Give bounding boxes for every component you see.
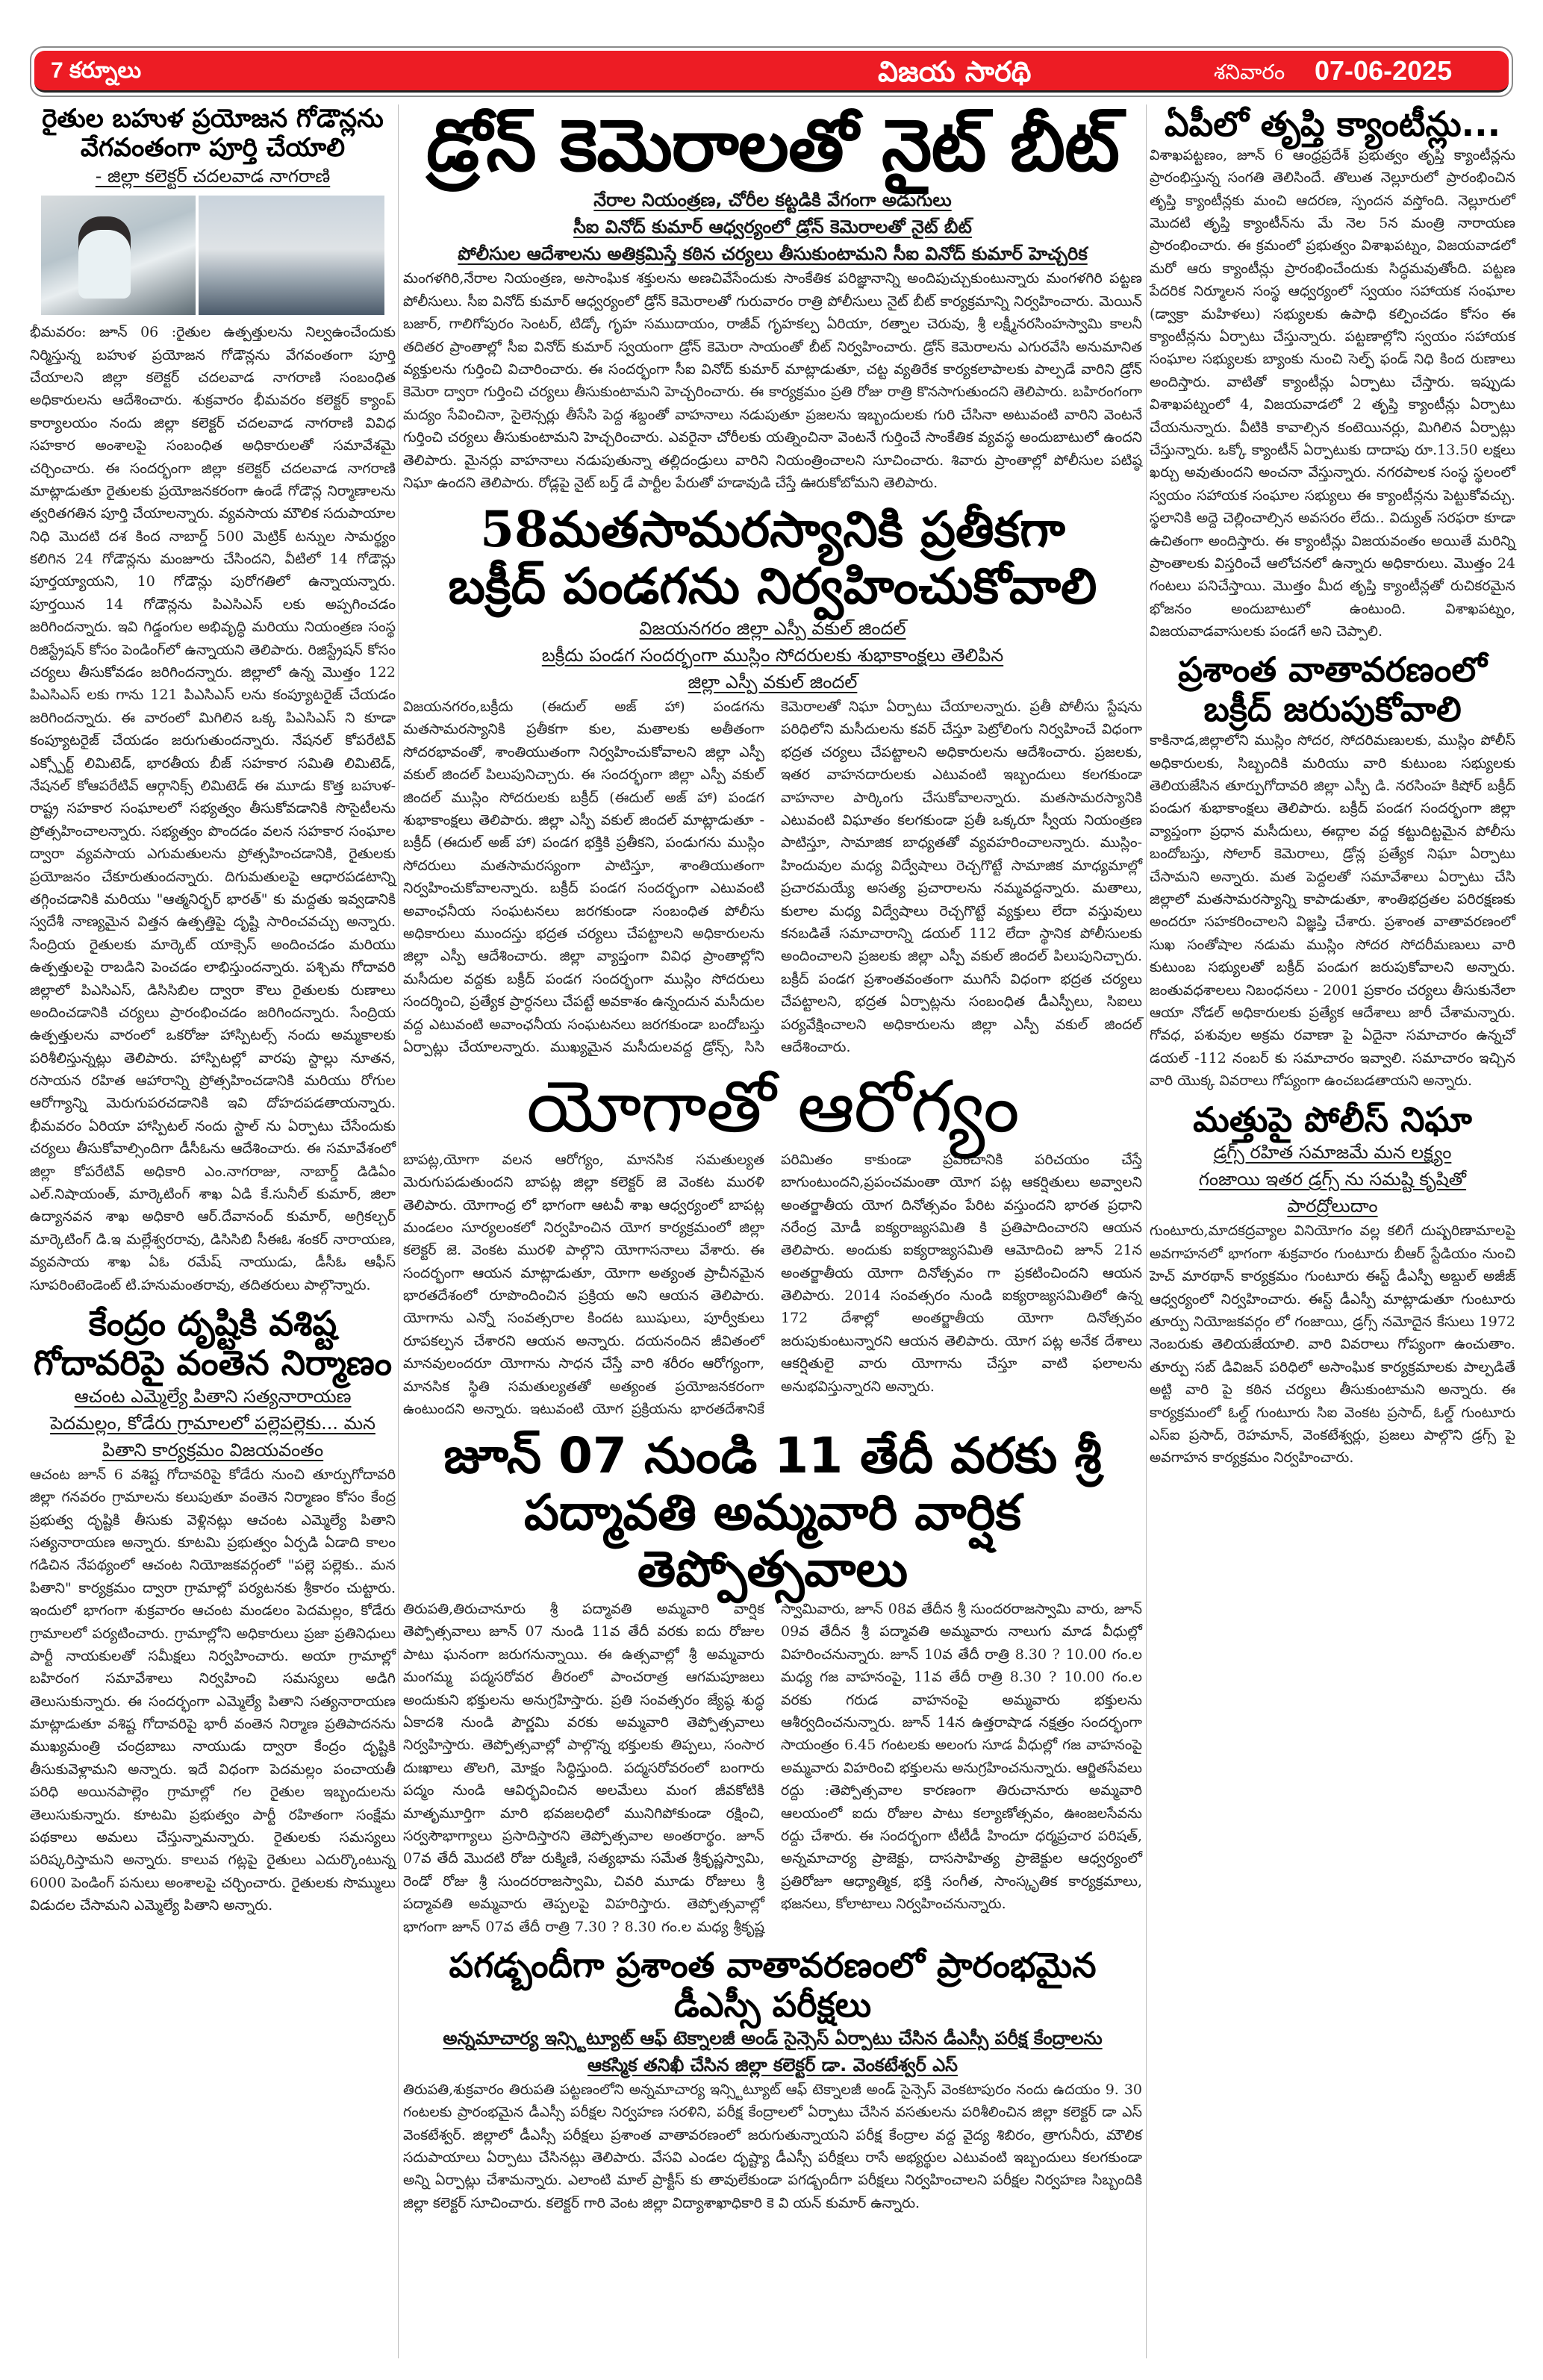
photo-collector: [41, 196, 196, 315]
column-divider: [1146, 104, 1147, 2358]
article-padmavathi: [403, 1428, 1142, 1938]
article-trupti-canteens: [1150, 104, 1515, 643]
article-yoga: [403, 1066, 1142, 1420]
subheadline: ఆచంట ఎమ్మెల్యే పితాని సత్యనారాయణ: [74, 1385, 352, 1407]
news-photo: [41, 196, 384, 315]
article-body: తిరుపతి,తిరుచానూరు శ్రీ పద్మావతి అమ్మవారి వార్షిక తెప్పోత్సవాలు జూన్ 07 నుండి 11వ తేదీ వరకు ఐదు రోజుల పాటు ఘనంగా జరుగనున్నాయి. ఈ ఉత్సవాల్లో శ్రీ అమ్మవారు మంగమ్మ పద్మసరోవర తీరంలో పాంచరాత్ర ఆగమపూజలు అందుకుని భక్తులను అనుగ్రహిస్తారు. ప్రతి సంవత్సరం జ్యేష్ఠ శుద్ధ ఏకాదశి నుండి పౌర్ణమి వరకు అమ్మవారి తెప్పోత్సవాలు నిర్వహిస్తారు. తెప్పోత్సవాల్లో పాల్గొన్న భక్తులకు తిప్పలు, సంసార దుఃఖాలు తొలగి, మోక్షం సిద్ధిస్తుంది. పద్మసరోవరంలో బంగారు పద్మం నుండి ఆవిర్భవించిన అలమేలు మంగ జీవకోటికి మాతృమూర్తిగా మారి భవజలధిలో మునిగిపోకుండా రక్షించి, సర్వసౌభాగ్యాలు ప్రసాదిస్తారని తెప్పోత్సవాల అంతరార్థం. జూన్ 07వ తేదీ మొదటి రోజు రుక్మిణి, సత్యభామ సమేత శ్రీకృష్ణస్వామి, రెండో రోజు శ్రీ సుందరరాజస్వామి, చివరి మూడు రోజులు శ్రీ పద్మావతి అమ్మవారు తెప్పలపై విహరిస్తారు. తెప్పోత్సవాల్లో భాగంగా జూన్ 07వ తేదీ రాత్రి 7.30 ? 8.30 గం.ల మధ్య శ్రీకృష్ణ స్వామివారు, జూన్ 08వ తేదీన శ్రీ సుందరరాజస్వామి వారు, జూన్ 09వ తేదీన శ్రీ పద్మావతి అమ్మవారు నాలుగు మాడ వీధుల్లో విహరించనున్నారు. జూన్ 10వ తేదీ రాత్రి 8.30 ? 10.00 గం.ల మధ్య గజ వాహనంపై, 11వ తేదీ రాత్రి 8.30 ? 10.00 గం.ల వరకు గరుడ వాహనంపై అమ్మవారు భక్తులను ఆశీర్వదించనున్నారు. జూన్ 14న ఉత్తరాషాడ నక్షత్రం సందర్భంగా సాయంత్రం 6.45 గంటలకు అలంగు సూడ వీధుల్లో గజ వాహనంపై అమ్మవారు విహరించి భక్తులను అనుగ్రహించనున్నారు. ఆర్జితసేవలు రద్దు :తెప్పోత్సవాల కారణంగా తిరుచానూరు అమ్మవారి ఆలయంలో ఐదు రోజుల పాటు కల్యాణోత్సవం, ఊంజలసేవను రద్దు చేశారు. ఈ సందర్భంగా టీటీడీ హిందూ ధర్మప్రచార పరిషత్, అన్నమాచార్య ప్రాజెక్టు, దాససాహిత్య ప్రాజెక్టుల ఆధ్వర్యంలో ప్రతిరోజూ ఆధ్యాత్మిక, భక్తి సంగీత, సాంస్కృతిక కార్యక్రమాలు, భజనలు, కోలాటాలు నిర్వహించనున్నారు.: [403, 1601, 1142, 1935]
headline-line: గోదావరిపై వంతెన నిర్మాణం: [33, 1342, 393, 1383]
article-body: తిరుపతి,శుక్రవారం తిరుపతి పట్టణంలోని అన్నమాచార్య ఇన్స్టిట్యూట్ ఆఫ్ టెక్నాలజీ అండ్ సైన్సెస్ వెంకటాపురం నందు ఉదయం 9. 30 గంటలకు ప్రారంభమైన డీఎస్సీ పరీక్షల నిర్వహణ సరళిని, పరీక్ష కేంద్రాలలో ఏర్పాటు చేసిన వసతులను పరిశీలించిన జిల్లా కలెక్టర్ డా ఎస్ వెంకటేశ్వర్. జిల్లాలో డీఎస్సీ పరీక్షలు ప్రశాంత వాతావరణంలో జరుగుతున్నాయని పరీక్ష కేంద్రాల వద్ద వైద్య శిబిరం, త్రాగునీరు, మౌలిక సదుపాయాలు ఏర్పాటు చేసినట్లు తెలిపారు. వేసవి ఎండల దృష్ట్యా డీఎస్సీ పరీక్షలు రాసే అభ్యర్థుల ఎటువంటి ఇబ్బందులు కలగకుండా అన్ని ఏర్పాట్లు చేశామన్నారు. ఎలాంటి మాల్ ప్రాక్టీస్ కు తావులేకుండా పగడ్బందీగా పరీక్షలు నిర్వహించాలని పరీక్షల నిర్వహణ సిబ్బందికి జిల్లా కలెక్టర్ సూచించారు. కలెక్టర్ గారి వెంట జిల్లా విద్యాశాఖాధికారి కె వి యన్ కుమార్ ఉన్నారు.: [403, 2081, 1142, 2211]
headline-line: కేంద్రం దృష్టికి వశిష్ట: [88, 1302, 337, 1343]
headline: యోగాతో ఆరోగ్యం: [526, 1065, 1019, 1149]
day-label: శనివారం: [1214, 60, 1285, 84]
headline-line: బక్రీద్ జరుపుకోవాలి: [1203, 689, 1462, 730]
article-body: కాకినాడ,జిల్లాలోని ముస్లిం సోదర, సోదరిమణులకు, ముస్లిం పోలీస్ అధికారులకు, సిబ్బందికి మరియు వారి కుటుంబ సభ్యులకు తెలియజేసిన తూర్పుగోదావరి జిల్లా ఎస్పీ డి. నరసింహ కిషోర్ బక్రీద్ పండుగ శుభాకాంక్షలు తెలిపారు. బక్రీద్ పండగ సందర్భంగా జిల్లా వ్యాప్తంగా ప్రధాన మసీదులు, ఈద్గాల వద్ద కట్టుదిట్టమైన పోలీసు బందోబస్తు, సోలార్ కెమెరాలు, డ్రోన్ల ప్రత్యేక నిఘా ఏర్పాటు చేసామని అన్నారు. మత పెద్దలతో సమావేశాలు ఏర్పాటు చేసి జిల్లాలో మతసామరస్యాన్ని కాపాడుతూ, శాంతిభద్రతల పరిరక్షణకు అందరూ సహకరించాలని విజ్ఞప్తి చేశారు. ప్రశాంత వాతావరణంలో సుఖ సంతోషాల నడుమ ముస్లిం సోదర సోదరీమణులు వారి కుటుంబ సభ్యులతో బక్రీద్ పండుగ జరుపుకోవాలని అన్నారు. జంతువధశాలలు నిబంధనలు - 2001 ప్రకారం చర్యలు తీసుకునేలా ఆయా నోడల్ అధికారులకు ప్రత్యేక ఆదేశాలు జారీ చేశామన్నారు. గోవధ, పశువుల అక్రమ రవాణా పై ఏదైనా సమాచారం ఉన్నచో డయల్ -112 నంబర్ కు సమాచారం ఇవ్వాలి. సమాచారం ఇచ్చిన వారి యొక్క వివరాలు గోప్యంగా ఉంచబడతాయని అన్నారు.: [1150, 732, 1515, 1090]
headline-line: రైతుల బహుళ ప్రయోజన గోడౌన్లను: [42, 104, 384, 134]
date-label: 07-06-2025: [1315, 55, 1453, 86]
article-bridge: [30, 1304, 396, 1917]
article-body: మంగళగిరి,నేరాల నియంత్రణ, అసాంఘిక శక్తులను అణచివేసేందుకు సాంకేతిక పరిజ్ఞానాన్ని అందిపుచ్చుకుంటున్నారు మంగళగిరి పట్టణ పోలీసులు. సీఐ వినోద్ కుమార్ ఆధ్వర్యంలో డ్రోన్ కెమెరాలతో గురువారం రాత్రి పోలీసులు నైట్ బీట్ కార్యక్రమాన్ని నిర్వహించారు. మెయిన్ బజార్, గాలిగోపురం సెంటర్, టిడ్కో గృహ సముదాయం, రాజీవ్ గృహకల్ప ఏరియా, రత్నాల చెరువు, శ్రీ లక్ష్మీనరసింహస్వామి కాలనీ తదితర ప్రాంతాల్లో సీఐ వినోద్ కుమార్ స్వయంగా డ్రోన్ కెమెరా సాయంతో బీట్ నిర్వహించారు. డ్రోన్ కెమెరాలను ఎగురవేసి అనుమానిత వ్యక్తులను గుర్తించి విచారించారు. ఈ సందర్భంగా సీఐ వినోద్ కుమార్ మాట్లాడుతూ, చట్ట వ్యతిరేక కార్యకలాపాలకు పాల్పడే వారిని డ్రోన్ కెమెరా ద్వారా గుర్తించి చర్యలు తీసుకుంటామని హెచ్చరించారు. ఈ కార్యక్రమం ప్రతి రోజు రాత్రి కొనసాగుతుందని తెలిపారు. బహిరంగంగా మద్యం సేవించినా, సైలెన్సర్లు తీసేసి పెద్ద శబ్దంతో వాహనాలు నడుపుతూ ప్రజలను ఇబ్బందులకు గురి చేసినా అటువంటి వారిని వెంటనే గుర్తించి చర్యలు తీసుకుంటామని హెచ్చరించారు. ఎవరైనా చోరీలకు యత్నించినా వెంటనే గుర్తించే సాంకేతిక వ్యవస్థ అందుబాటులో ఉందని తెలిపారు. మైనర్లు వాహనాలు నడుపుతున్నా తల్లిదండ్రులు వారిని నియంత్రించాలని సూచించారు. శివారు ప్రాంతాల్లో పోలీసుల పటిష్ఠ నిఘా ఉందని తెలిపారు. రోడ్లపై నైట్ బర్త్ డే పార్టీల పేరుతో హడావుడి చేస్తే ఊరుకోబోమని తెలిపారు.: [403, 270, 1142, 491]
right-column: [1150, 104, 1515, 1469]
article-godowns: [30, 104, 396, 1296]
subheadline: సీఐ వినోద్ కుమార్ ఆధ్వర్యంలో డ్రోన్ కెమెరాలతో నైట్ బీట్: [573, 216, 972, 238]
article-drugs-vigil: [1150, 1100, 1515, 1469]
headline: మత్తుపై పోలీస్ నిఘా: [1193, 1099, 1472, 1140]
subheadline: నేరాల నియంత్రణ, చోరీల కట్టడికి వేగంగా అడుగులు: [593, 190, 952, 211]
headline-line: ప్రశాంత వాతావరణంలో: [1178, 649, 1487, 690]
article-drone-night-beat: [403, 104, 1142, 494]
masthead: [30, 46, 1513, 97]
article-peaceful-bakrid: [1150, 650, 1515, 1092]
article-body: భీమవరం: జూన్ 06 :రైతుల ఉత్పత్తులను నిల్వఉంచేందుకు నిర్మిస్తున్న బహుళ ప్రయోజన గోడౌన్లను వేగవంతంగా పూర్తి చేయాలని జిల్లా కలెక్టర్ చదలవాడ నాగరాణి సంబంధిత అధికారులను ఆదేశించారు. శుక్రవారం భీమవరం కలెక్టర్ క్యాంప్ కార్యాలయం నందు జిల్లా కలెక్టర్ చదలవాడ నాగరాణి వివిధ సహకార అంశాలపై సంబంధిత అధికారులతో సమావేశమై చర్చించారు. ఈ సందర్భంగా జిల్లా కలెక్టర్ చదలవాడ నాగరాణి మాట్లాడుతూ రైతులకు ప్రయోజనకరంగా ఉండే గోడౌన్ల నిర్మాణాలను త్వరితగతిన పూర్తి చేయాలన్నారు. వ్యవసాయ మౌలిక సదుపాయాల నిధి మొదటి దశ కింద నాబార్డ్ 500 మెట్రిక్ టన్నుల సామర్థ్యం కలిగిన 24 గోడౌన్లను మంజూరు చేసిందని, వీటిలో 14 గోడౌన్లు పూర్తయ్యాయని, 10 గోడౌన్లు పురోగతిలో ఉన్నాయన్నారు. పూర్తయిన 14 గోడౌన్లను పిఎసిఎస్ లకు అప్పగించడం జరిగిందన్నారు. ఇవి గిడ్డంగుల అభివృద్ధి మరియు నియంత్రణ సంస్థ రిజిస్ట్రేషన్ కోసం పెండింగ్‌లో ఉన్నాయని తెలిపారు. రిజిస్ట్రేషన్ కోసం చర్యలు తీసుకోవడం జరిగిందన్నారు. జిల్లాలో ఉన్న మొత్తం 122 పిఎసిఎస్ లకు గాను 121 పిఎసిఎస్ లను కంప్యూటరైజ్ చేయడం జరిగిందన్నారు. ఈ వారంలో మిగిలిన ఒక్క పిఎసిఎస్ ని కూడా కంప్యూటరైజ్ చేయడం జరుగుతుందన్నారు. నేషనల్ కోపరేటివ్ ఎక్స్పోర్ట్ లిమిటెడ్, భారతీయ బీజ్ సహకార సమితి లిమిటెడ్, నేషనల్ కోఆపరేటివ్ ఆర్గానిక్స్ లిమిటెడ్ ఈ మూడు కొత్త బహుళ-రాష్ట్ర సహకార సంఘాలలో సభ్యత్వం తీసుకోవడానికి సొసైటీలను ప్రోత్సహించాలన్నారు. సభ్యత్వం పొందడం వలన సహకార సంఘాల ద్వారా వ్యవసాయ ఎగుమతులను ప్రోత్సహించడానికి, రైతులకు ప్రయోజనం చేకూరుతుందన్నారు. దిగుమతులపై ఆధారపడటాన్ని తగ్గించడానికి మరియు "ఆత్మనిర్భర్ భారత్" కు మద్దతు ఇవ్వడానికి స్వదేశీ నాణ్యమైన విత్తన ఉత్పత్తిపై దృష్టి సారించవచ్చు అన్నారు. సేంద్రియ రైతులకు మార్కెట్ యాక్సెస్ అందించడం మరియు ఉత్పత్తులపై రాబడిని పెంచడం లాభిస్తుందన్నారు. పశ్చిమ గోదావరి జిల్లాలో పిఎసిఎస్, డిసిసిబిల ద్వారా కౌలు రైతులకు రుణాలు అందించడానికి చర్యలు ప్రారంభించడం జరిగిందన్నారు. సేంద్రియ ఉత్పత్తులను వారంలో ఒకరోజు హాస్పిటల్స్ నందు అమ్మకాలకు పరిశీలిస్తున్నట్లు తెలిపారు. హాస్పిటల్లో వారపు స్టాల్లు నూతన, రసాయన రహిత ఆహారాన్ని ప్రోత్సహించడానికి మరియు రోగుల ఆరోగ్యాన్ని మెరుగుపరచడానికి ఇవి దోహదపడతాయన్నారు. భీమవరం ఏరియా హాస్పిటల్ నందు స్టాల్ ను ఏర్పాటు చేసేందుకు చర్యలు తీసుకోవాల్సిందిగా డీసీఓను ఆదేశించారు. ఈ సమావేశంలో జిల్లా కోపరేటివ్ అధికారి ఎం.నాగరాజు, నాబార్డ్ డిడిఏం ఎల్.నిషాయంత్, మార్కెటింగ్ శాఖ ఏడి కే.సునీల్ కుమార్, జిలా ఉద్యానవన శాఖ అధికారి ఆర్.దేవానంద్ కుమార్, అగ్రికల్చర్ మార్కెటింగ్ డి.ఇ మల్లేశ్వరరావు, డిసిసిబి సీఈఓ శంకర్ నారాయణ, వ్యవసాయ శాఖ ఏఓ రమేష్ నాయుడు, డీసీఓ ఆఫీస్ సూపరింటెండెంట్ టి.హనుమంతరావు, తదితరులు పాల్గొన్నారు.: [30, 324, 396, 1293]
masthead-bar: [34, 51, 1509, 93]
headline-line: 58మతసామరస్యానికి ప్రతీకగా: [480, 500, 1065, 559]
article-body: బాపట్ల,యోగా వలన ఆరోగ్యం, మానసిక సమతుల్యత మెరుగుపడుతుందని బాపట్ల జిల్లా కలెక్టర్ జె వెంకట మురళి తెలిపారు. యోగాంధ్ర లో భాగంగా ఆటవీ శాఖ ఆధ్వర్యంలో బాపట్ల మండలం సూర్యలంకలో నిర్వహించిన యోగ కార్యక్రమంలో జిల్లా కలెక్టర్ జె. వెంకట మురళి పాల్గొని యోగాసనాలు వేశారు. ఈ సందర్భంగా ఆయన మాట్లాడుతూ, యోగా అత్యంత ప్రాచీనమైన భారతదేశంలో రూపొందించిన ప్రక్రియ అని ఆయన తెలిపారు. యోగాను ఎన్నో సంవత్సరాల కిందట ఋషులు, పూర్వీకులు రూపకల్పన చేశారని ఆయన అన్నారు. దయనందిన జీవితంలో మానవులందరూ యోగాను సాధన చేస్తే వారి శరీరం ఆరోగ్యంగా, మానసిక స్థితి సమతుల్యతతో అత్యంత ప్రయోజనకరంగా ఉంటుందని అన్నారు. ఇటువంటి యోగ ప్రక్రియను భారతదేశానికే పరిమితం కాకుండా ప్రపంచానికి పరిచయం చేస్తే బాగుంటుందని,ప్రపంచమంతా యోగ పట్ల ఆకర్షితులు అవ్వాలని అంతర్జాతీయ యోగ దినోత్సవం పేరిట వస్తుందని భారత ప్రధాని నరేంద్ర మోడీ ఐక్యరాజ్యసమితి కి ప్రతిపాదించారని ఆయన తెలిపారు. అందుకు ఐక్యరాజ్యసమితి ఆమోదించి జూన్ 21న అంతర్జాతీయ యోగా దినోత్సవం గా ప్రకటించిందని ఆయన తెలిపారు. 2014 సంవత్సరం నుండి ఐక్యరాజ్యసమితిలో ఉన్న 172 దేశాల్లో అంతర్జాతీయ యోగా దినోత్సవం జరుపుకుంటున్నారని ఆయన తెలిపారు. యోగ పట్ల అనేక దేశాలు ఆకర్షితులై వారు యోగాను చేస్తూ వాటి ఫలాలను అనుభవిస్తున్నారని అన్నారు.: [403, 1151, 1142, 1418]
subheadline: డ్రగ్స్ రహిత సమాజమే మన లక్ష్యం: [1213, 1142, 1452, 1164]
subheadline: పోలీసుల ఆదేశాలను అతిక్రమిస్తే కఠిన చర్యలు తీసుకుంటామని సీఐ వినోద్ కుమార్ హెచ్చరిక: [458, 243, 1088, 265]
paper-name: విజయ సారథి: [878, 55, 1032, 88]
subheadline: బక్రీదు పండగ సందర్భంగా ముస్లిం సోదరులకు శుభాకాంక్షలు తెలిపిన: [541, 645, 1004, 666]
article-dsc-exams: [403, 1946, 1142, 2214]
left-column: [30, 104, 396, 1917]
column-divider: [398, 104, 399, 2358]
subheadline: ఆకస్మిక తనిఖీ చేసిన జిల్లా కలెక్టర్ డా. వెంకటేశ్వర్ ఎస్: [587, 2054, 958, 2076]
center-column: [403, 104, 1142, 2214]
subheadline: గంజాయి ఇతర డ్రగ్స్ ను సమష్టి కృషితో: [1198, 1169, 1467, 1190]
article-body: విశాఖపట్టణం, జూన్ 6 ఆంధ్రప్రదేశ్ ప్రభుత్వం తృప్తి క్యాంటీన్లను ప్రారంభిస్తున్న సంగతి తెలిసిందే. తొలుత నెల్లూరులో ప్రారంభించిన తృప్తి క్యాంటీన్లకు మంచి ఆదరణ, స్పందన వస్తోంది. నెల్లూరులో మొదటి తృప్తి క్యాంటీన్‌ను మే నెల 5న మంత్రి నారాయణ ప్రారంభించారు. ఈ క్రమంలో ప్రభుత్వం విశాఖపట్నం, విజయవాడలో మరో ఆరు క్యాంటీన్లు ప్రారంభించేందుకు సిద్ధమవుతోంది. పట్టణ పేదరిక నిర్మూలన సంస్థ ఆధ్వర్యంలో స్వయం సహాయక సంఘాల (డ్వాక్రా మహిళలు) సభ్యులకు ఉపాధి కల్పించడం కోసం ఈ క్యాంటీన్లను ఏర్పాటు చేస్తున్నారు. పట్టణాల్లోని స్వయం సహాయక సంఘాల సభ్యులకు బ్యాంకు నుంచి సెల్ఫ్ ఫండ్ నిధి కింద రుణాలు అందిస్తారు. వాటితో క్యాంటీన్లు ఏర్పాటు చేస్తారు. ఇప్పుడు విశాఖపట్నంలో 4, విజయవాడలో 2 తృప్తి క్యాంటీన్లు ఏర్పాటు చేయనున్నారు. వీటికి కావాల్సిన కంటెయినర్లు, మిగిలిన ఏర్పాట్లు చేస్తున్నారు. ఒక్కో క్యాంటీన్ ఏర్పాటుకు దాదాపు రూ.13.50 లక్షలు ఖర్చు అవుతుందని అంచనా వేస్తున్నారు. నగరపాలక సంస్థ స్థలంలో స్వయం సహాయక సంఘాల సభ్యులు ఈ క్యాంటీన్లను పెట్టుకోవచ్చు. స్థలానికి అద్దె చెల్లించాల్సిన అవసరం లేదు.. విద్యుత్ సరఫరా కూడా ఉచితంగా అందిస్తారు. ఈ క్యాంటీన్లు విజయవంతం అయితే మరిన్ని ప్రాంతాలకు విస్తరించే ఆలోచనలో ఉన్నారు అధికారులు. మొత్తం 24 గంటలు పనిచేస్తాయి. మొత్తం మీద తృప్తి క్యాంటీన్లతో రుచికరమైన భోజనం అందుబాటులో ఉంటుంది. విశాఖపట్నం, విజయవాడవాసులకు పండగే అని చెప్పాలి.: [1150, 146, 1515, 640]
headline-line: వేగవంతంగా పూర్తి చేయాలి: [80, 133, 346, 163]
page-label: 7 కర్నూలు: [51, 58, 142, 83]
headline-line: బక్రీద్ పండగను నిర్వహించుకోవాలి: [448, 557, 1097, 616]
headline: ఏపీలో తృప్తి క్యాంటీన్లు...: [1164, 104, 1501, 144]
article-body: విజయనగరం,బక్రీదు (ఈదుల్ అజ్ హా) పండగను మతసామరస్యానికి ప్రతీకగా కుల, మతాలకు అతీతంగా సోదరభావంతో, శాంతియుతంగా నిర్వహించుకోవాలని జిల్లా ఎస్పీ వకుల్ జిందల్ పిలుపునిచ్చారు. ఈ సందర్భంగా జిల్లా ఎస్పీ వకుల్ జిందల్ ముస్లిం సోదరులకు బక్రీద్ (ఈదుల్ అజ్ హా) పండగ శుభాకాంక్షలు తెలిపారు. జిల్లా ఎస్పీ వకుల్ జిందల్ మాట్లాడుతూ - బక్రీద్ (ఈదుల్ అజ్ హా) పండగ భక్తికి ప్రతీకని, పండుగను ముస్లిం సోదరులు మతసామరస్యంగా పాటిస్తూ, శాంతియుతంగా నిర్వహించుకోవాలన్నారు. బక్రీద్ పండగ సందర్భంగా ఎటువంటి అవాంఛనీయ సంఘటనలు జరగకుండా సంబంధిత పోలీసు అధికారులు ముందస్తు భద్రత చర్యలు చేపట్టాలని అధికారులను జిల్లా ఎస్పీ ఆదేశించారు. జిల్లా వ్యాప్తంగా వివిధ ప్రాంతాల్లోని మసీదుల వద్దకు బక్రీద్ పండగ సందర్భంగా ముస్లిం సోదరులు సందర్శించి, ప్రత్యేక ప్రార్ధనలు చేపట్టే అవకాశం ఉన్నందున మసీదుల వద్ద ఎటువంటి అవాంఛనీయ సంఘటనలు జరగకుండా బందోబస్తు ఏర్పాట్లు చేయాలన్నారు. ముఖ్యమైన మసీదులవద్ద డ్రోన్స్, సిసి కెమెరాలతో నిఘా ఏర్పాటు చేయాలన్నారు. ప్రతీ పోలీసు స్టేషను పరిధిలోని మసీదులను కవర్ చేస్తూ పెట్రోలింగు నిర్వహించే విధంగా భద్రత చర్యలు చేపట్టాలని అధికారులను ఆదేశించారు. ప్రజలకు, ఇతర వాహనదారులకు ఎటువంటి ఇబ్బందులు కలగకుండా వాహనాల పార్కింగు చేసుకోవాలన్నారు. మతసామరస్యానికి ఎటువంటి విఘాతం కలగకుండా ప్రతీ ఒక్కరూ స్వీయ నియంత్రణ పాటిస్తూ, సామాజిక బాధ్యతతో వ్యవహరించాలన్నారు. ముస్లిం-హిందువుల మధ్య విద్వేషాలు రెచ్చగొట్టే సామాజిక మాధ్యమాల్లో ప్రచారమయ్యే అసత్య ప్రచారాలను నమ్మవద్దన్నారు. మతాలు, కులాల మధ్య విద్వేషాలు రెచ్చగొట్టే వ్యక్తులు లేదా వస్తువులు కనబడితే సమాచారాన్ని డయల్ 112 లేదా స్థానిక పోలీసులకు అందించాలని ప్రజలకు జిల్లా ఎస్పీ వకుల్ జిందల్ పిలుపునిచ్చారు. బక్రీద్ పండగ ప్రశాంతవంతంగా ముగిసే విధంగా భద్రత చర్యలు చేపట్టాలని, భద్రత ఏర్పాట్లను సంబంధిత డీఎస్పీలు, సిఐలు పర్యవేక్షించాలని అధికారులను జిల్లా ఎస్పీ వకుల్ జిందల్ ఆదేశించారు.: [403, 699, 1142, 1055]
subheadline: జిల్లా ఎస్పీ వకుల్ జిందల్: [688, 672, 858, 693]
headline-line: పద్మావతి అమ్మవారి వార్షిక తెప్పోత్సవాలు: [523, 1484, 1022, 1599]
subheadline: పారద్రోలుదాం: [1287, 1196, 1378, 1217]
article-body: ఆచంట జూన్ 6 వశిష్ట గోదావరిపై కోడేరు నుంచి తూర్పుగోదావరి జిల్లా గనవరం గ్రామాలను కలుపుతూ వంతెన నిర్మాణం కోసం కేంద్ర ప్రభుత్వ దృష్టికి తీసుకు వెళ్లినట్లు ఆచంట ఎమ్మెల్యే పితాని సత్యనారాయణ అన్నారు. కూటమి ప్రభుత్వం ఏర్పడి ఏడాది కాలం గడిచిన నేపథ్యంలో ఆచంట నియోజకవర్గంలో "పల్లె పల్లెకు.. మన పితాని" కార్యక్రమం ద్వారా గ్రామాల్లో పర్యటనకు శ్రీకారం చుట్టారు. ఇందులో భాగంగా శుక్రవారం ఆచంట మండలం పెదమల్లం, కోడేరు గ్రామాలలో పర్యటించారు. గ్రామాల్లోని అధికారులు ప్రజా ప్రతినిధులు పార్టీ నాయకులతో సమీక్షలు నిర్వహించారు. అయా గ్రామాల్లో బహిరంగ సమావేశాలు నిర్వహించి సమస్యలు అడిగి తెలుసుకున్నారు. ఈ సందర్భంగా ఎమ్మెల్యే పితాని సత్యనారాయణ మాట్లాడుతూ వశిష్ట గోదావరిపై భారీ వంతెన నిర్మాణ ప్రతిపాదనను ముఖ్యమంత్రి చంద్రబాబు నాయుడు ద్వారా కేంద్రం దృష్టికి తీసుకువెళ్లామని అన్నారు. ఇదే విధంగా పెదమల్లం పంచాయతీ పరిధి అయినపాల్లెం గ్రామాల్లో గల రైతుల ఇబ్బందులను తెలుసుకున్నారు. కూటమి ప్రభుత్వం పార్టీ రహితంగా సంక్షేమ పథకాలు అమలు చేస్తున్నామన్నారు. రైతులకు సమస్యలు పరిష్కరిస్తామని అన్నారు. కాలువ గట్లపై రైతులు ఎదుర్కొంటున్న 6000 పెండింగ్ పనులు అంశాలపై చర్చించారు. రైతులకు సొమ్ములు విడుదల చేసామని ఎమ్మెల్యే పితాని అన్నారు.: [30, 1466, 396, 1914]
article-body: గుంటూరు,మాదకద్రవ్యాల వినియోగం వల్ల కలిగే దుష్పరిణామాలపై అవగాహనలో భాగంగా శుక్రవారం గుంటూరు బీఆర్ స్టేడియం నుంచి హెచ్ మారథాన్ కార్యక్రమం గుంటూరు ఈస్ట్ డీఎస్పీ అబ్దుల్ అజీజ్ ఆధ్వర్యంలో నిర్వహించారు. ఈస్ట్ డీఎస్పీ మాట్లాడుతూ గుంటూరు తూర్పు నియోజకవర్గం లో గంజాయి, డ్రగ్స్ నమోదైన కేసులు 1972 నెంబరుకు తెలియజేయాలి. వారి వివరాలు గోప్యంగా ఉంచుతాం. తూర్పు సబ్ డివిజన్ పరిధిలో అసాంఘిక కార్యక్రమాలకు పాల్పడితే అట్టి వారి పై కఠిన చర్యలు తీసుకుంటామని అన్నారు. ఈ కార్యక్రమంలో ఓల్డ్ గుంటూరు సిఐ వెంకట ప్రసాద్, ఓల్డ్ గుంటూరు ఎస్ఐ ప్రసాద్, రెహమాన్, వెంకటేశ్వర్లు, ప్రజలు పాల్గొని డ్రగ్స్ పై అవగాహన కార్యక్రమం నిర్వహించారు.: [1150, 1222, 1515, 1467]
subheadline: విజయనగరం జిల్లా ఎస్పీ వకుల్ జిందల్: [639, 618, 906, 640]
subheadline: పెదమల్లం, కోడేరు గ్రామాలలో పల్లెపల్లెకు... మన: [50, 1412, 375, 1434]
byline: - జిల్లా కలెక్టర్ చదలవాడ నాగరాణి: [95, 166, 331, 187]
photo-officials: [199, 196, 384, 315]
subheadline: పితాని కార్యక్రమం విజయవంతం: [102, 1439, 324, 1461]
lead-headline: డ్రోన్ కెమెరాలతో నైట్ బీట్: [426, 104, 1119, 187]
subheadline: అన్నమాచార్య ఇన్స్టిట్యూట్ ఆఫ్ టెక్నాలజీ అండ్ సైన్సెస్ ఏర్పాటు చేసిన డీఎస్సీ పరీక్ష కేంద్రాలను: [443, 2027, 1103, 2049]
headline: పగడ్బందీగా ప్రశాంత వాతావరణంలో ప్రారంభమైన డీఎస్సీ పరీక్షలు: [449, 1944, 1097, 2025]
headline-line: జూన్ 07 నుండి 11 తేదీ వరకు శ్రీ: [443, 1427, 1102, 1485]
article-bakrid-harmony: [403, 502, 1142, 1058]
